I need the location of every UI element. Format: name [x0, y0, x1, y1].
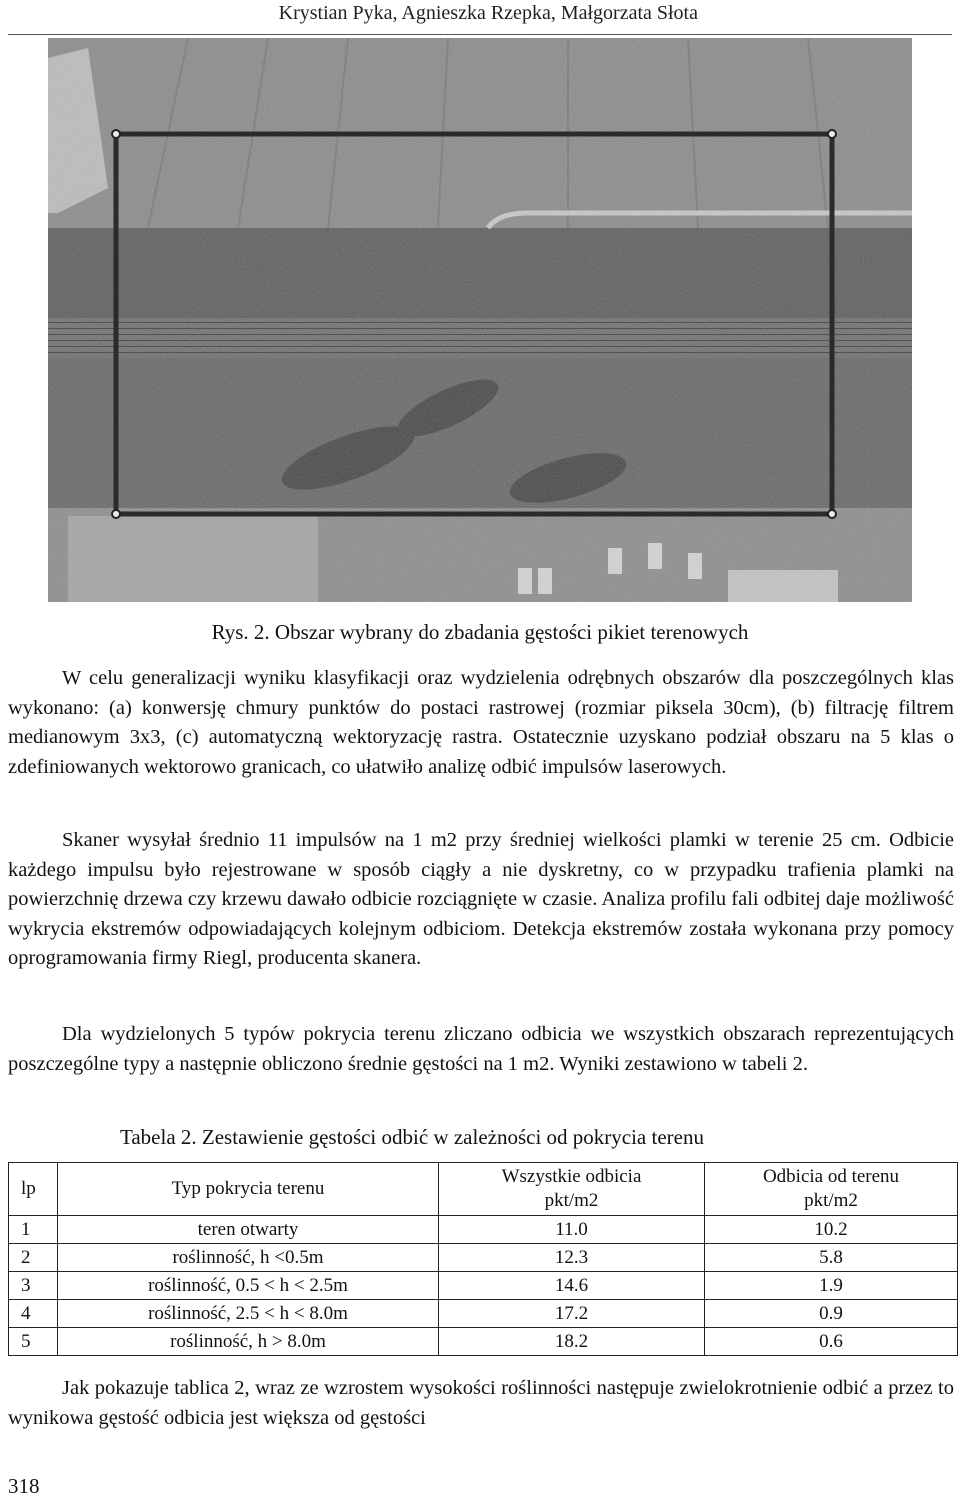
- cell-lp: 5: [9, 1328, 58, 1356]
- table-row: [9, 1216, 958, 1244]
- figure-caption: Rys. 2. Obszar wybrany do zbadania gęstości pikiet terenowych: [211, 620, 749, 644]
- paragraph-4: Jak pokazuje tablica 2, wraz ze wzrostem wysokości roślinności następuje zwielokrotnienie odbić a przez to wynikowa gęstość odbicia jest większa od gęstości: [8, 1377, 954, 1429]
- cell-all: 11.0: [439, 1216, 705, 1244]
- cell-type: roślinność, h > 8.0m: [58, 1328, 439, 1356]
- header-all-line2: pkt/m2: [544, 1190, 599, 1211]
- cell-lp: 1: [9, 1216, 58, 1244]
- header-ground-line1: Odbicia od terenu: [762, 1166, 900, 1187]
- header-all-returns: [439, 1163, 705, 1216]
- cell-type: roślinność, 0.5 < h < 2.5m: [58, 1272, 439, 1300]
- cell-ground: 0.9: [705, 1300, 958, 1328]
- cell-type: roślinność, h <0.5m: [58, 1244, 439, 1272]
- paragraph-3: Dla wydzielonych 5 typów pokrycia terenu zliczano odbicia we wszystkich obszarach reprezentujących poszczególne typy a następnie obliczono średnie gęstości na 1 m2. Wyniki zestawiono w tabeli 2.: [8, 1023, 954, 1075]
- table-caption: Tabela 2. Zestawienie gęstości odbić w zależności od pokrycia terenu: [120, 1125, 704, 1149]
- aerial-photo-figure: [48, 38, 912, 602]
- table-row: [9, 1272, 958, 1300]
- cell-lp: 2: [9, 1244, 58, 1272]
- paragraph-2: Skaner wysyłał średnio 11 impulsów na 1 m2 przy średniej wielkości plamki w terenie 25 cm. Odbicie każdego impulsu było rejestrowane w sposób ciągły a nie dyskretny, co w przypadku trafienia plamki na powierzchnię drzewa czy krzewu dawało odbicie rozciągnięte w czasie. Analiza profilu fali odbitej daje możliwość wykrycia ekstremów odpowiadających kolejnym odbiciom. Detekcja ekstremów została wykonana przy pomocy oprogramowania firmy Riegl, producenta skanera.: [8, 829, 954, 969]
- cell-all: 12.3: [439, 1244, 705, 1272]
- cell-lp: 3: [9, 1272, 58, 1300]
- paragraph-1: W celu generalizacji wyniku klasyfikacji oraz wydzielenia odrębnych obszarów dla poszczególnych klas wykonano: (a) konwersję chmury punktów do postaci rastrowej (rozmiar piksela 30cm), (b) filtrację filtrem medianowym 3x3, (c) automatyczną wektoryzację rastra. Ostatecznie uzyskano podział obszaru na 5 klas o zdefiniowanych wektorowo granicach, co ułatwiło analizę odbić impulsów laserowych.: [8, 667, 954, 778]
- cell-ground: 10.2: [705, 1216, 958, 1244]
- cell-type: roślinność, 2.5 < h < 8.0m: [58, 1300, 439, 1328]
- cell-type: teren otwarty: [58, 1216, 439, 1244]
- table-row: [9, 1328, 958, 1356]
- table-header-row: [9, 1163, 958, 1216]
- cell-ground: 0.6: [705, 1328, 958, 1356]
- cell-lp: 4: [9, 1300, 58, 1328]
- cell-ground: 5.8: [705, 1244, 958, 1272]
- cell-all: 17.2: [439, 1300, 705, 1328]
- cell-all: 18.2: [439, 1328, 705, 1356]
- header-lp: lp: [9, 1163, 58, 1216]
- running-header: Krystian Pyka, Agnieszka Rzepka, Małgorzata Słota: [278, 2, 698, 24]
- photo-grain: [48, 38, 912, 602]
- table-row: [9, 1300, 958, 1328]
- page-number: 318: [8, 1474, 40, 1498]
- cell-ground: 1.9: [705, 1272, 958, 1300]
- header-all-line1: Wszystkie odbicia: [501, 1166, 642, 1187]
- density-table: [8, 1162, 958, 1356]
- header-ground-line2: pkt/m2: [804, 1190, 858, 1211]
- cell-all: 14.6: [439, 1272, 705, 1300]
- header-type: Typ pokrycia terenu: [58, 1163, 439, 1216]
- table-row: [9, 1244, 958, 1272]
- header-ground-returns: [705, 1163, 958, 1216]
- header-rule: [8, 34, 952, 35]
